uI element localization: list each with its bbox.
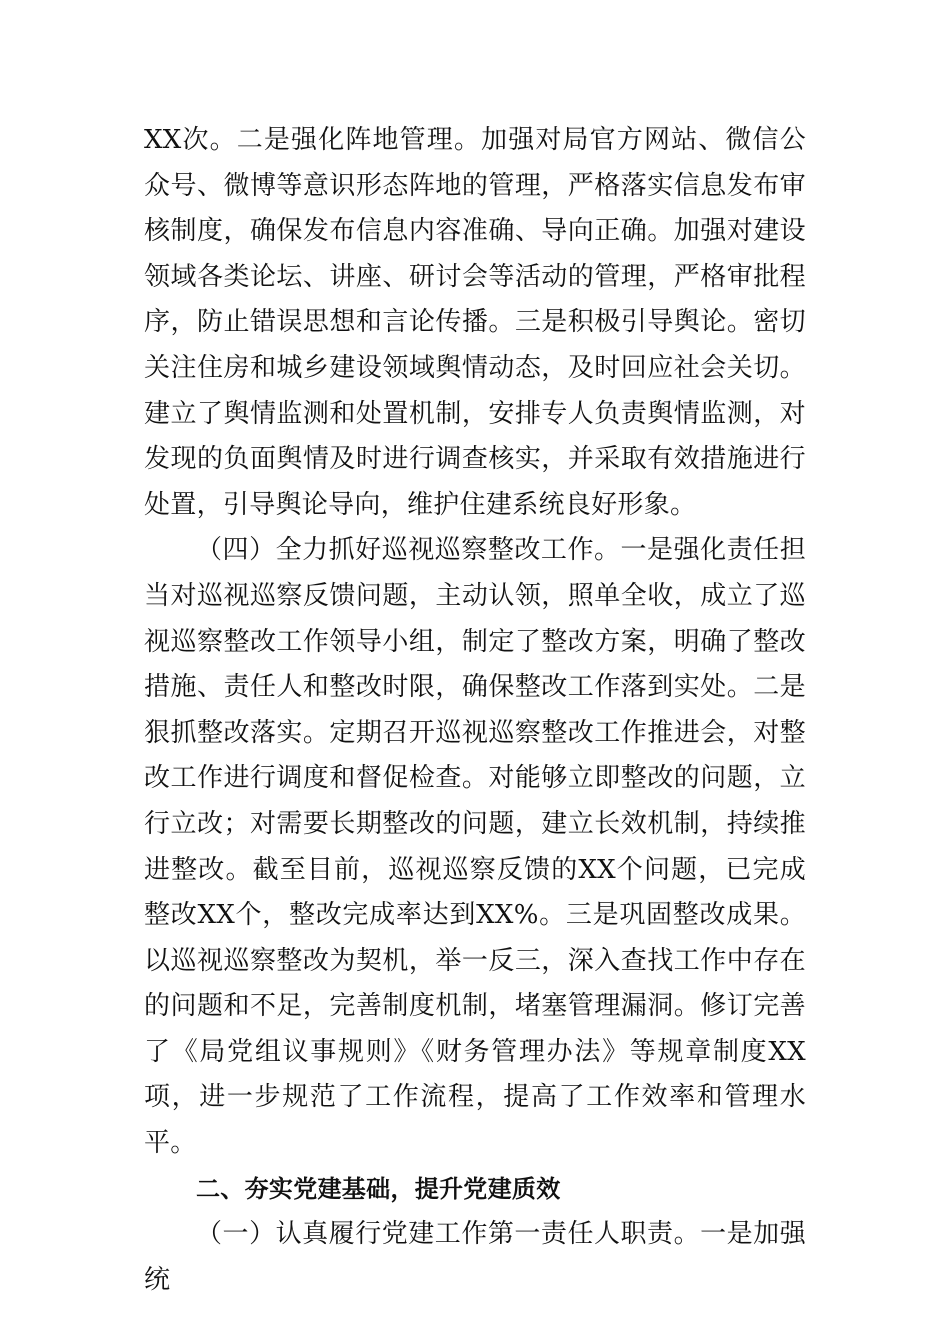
paragraph-first-responsibility: （一）认真履行党建工作第一责任人职责。一是加强统	[144, 1219, 806, 1295]
document-body	[144, 118, 806, 1303]
section-heading-party-building: 二、夯实党建基础，提升党建质效	[196, 1174, 561, 1203]
paragraph-inspection-rectification: （四）全力抓好巡视巡察整改工作。一是强化责任担当对巡视巡察反馈问题，主动认领，照单全收，成立了巡视巡察整改工作领导小组，制定了整改方案，明确了整改措施、责任人和整改时限，确保整改工作落到实处。二是狠抓整改落实。定期召开巡视巡察整改工作推进会，对整改工作进行调度和督促检查。对能够立即整改的问题，立行立改；对需要长期整改的问题，建立长效机制，持续推进整改。截至目前，巡视巡察反馈的XX个问题，已完成整改XX个，整改完成率达到XX%。三是巩固整改成果。以巡视巡察整改为契机，举一反三，深入查找工作中存在的问题和不足，完善制度机制，堵塞管理漏洞。修订完善了《局党组议事规则》《财务管理办法》等规章制度XX项，进一步规范了工作流程，提高了工作效率和管理水平。	[144, 535, 806, 1159]
paragraph-ideology-management: XX次。二是强化阵地管理。加强对局官方网站、微信公众号、微博等意识形态阵地的管理，严格落实信息发布审核制度，确保发布信息内容准确、导向正确。加强对建设领域各类论坛、讲座、研讨会等活动的管理，严格审批程序，防止错误思想和言论传播。三是积极引导舆论。密切关注住房和城乡建设领域舆情动态，及时回应社会关切。建立了舆情监测和处置机制，安排专人负责舆情监测，对发现的负面舆情及时进行调查核实，并采取有效措施进行处置，引导舆论导向，维护住建系统良好形象。	[144, 125, 806, 520]
